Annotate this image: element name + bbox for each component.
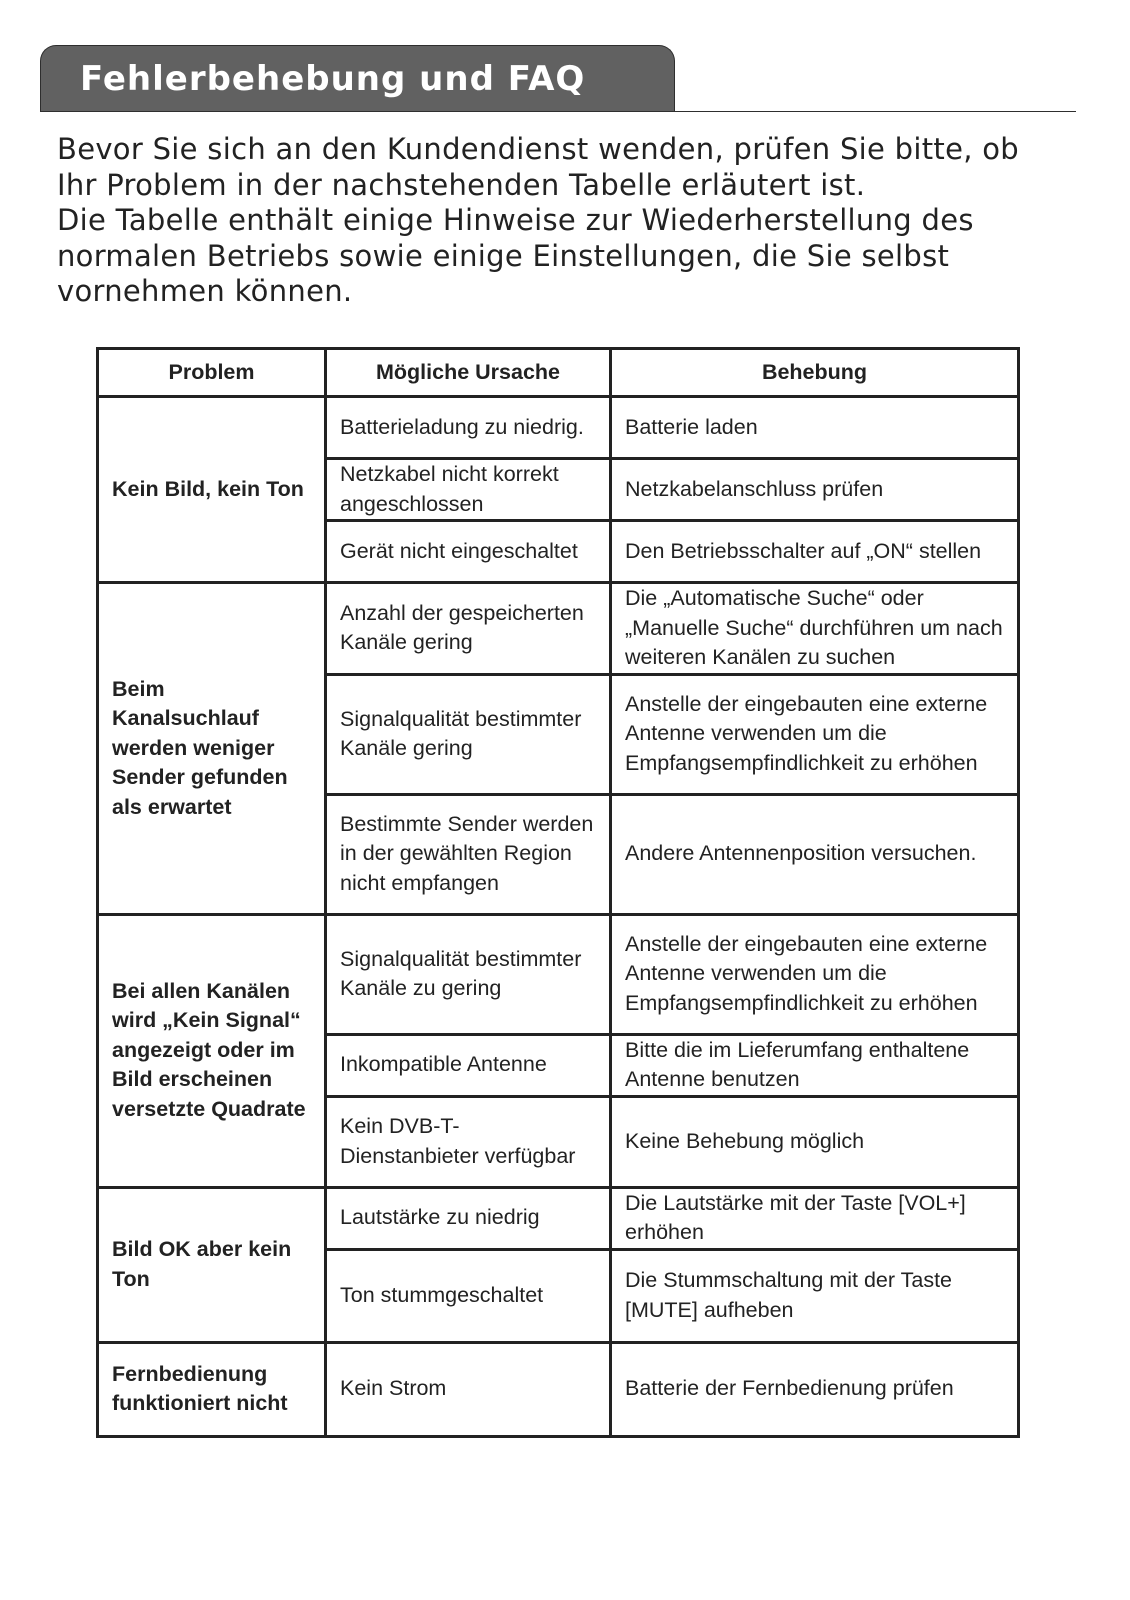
table-row: [98, 1187, 1019, 1249]
cause-cell: Kein Strom: [326, 1342, 611, 1436]
cause-cell: Anzahl der gespeicherten Kanäle gering: [326, 583, 611, 675]
problem-cell: Bei allen Kanälen wird „Kein Signal“ angezeigt oder im Bild erscheinen versetzte Quadrate: [98, 914, 326, 1187]
intro-paragraph: [57, 132, 1087, 310]
header-problem: Problem: [98, 349, 326, 397]
solution-cell: Anstelle der eingebauten eine externe Antenne verwenden um die Empfangsempfindlichkeit zu erhöhen: [611, 674, 1019, 794]
solution-cell: Die „Automatische Suche“ oder „Manuelle Suche“ durchführen um nach weiteren Kanälen zu suchen: [611, 583, 1019, 675]
cause-cell: Bestimmte Sender werden in der gewählten Region nicht empfangen: [326, 794, 611, 914]
cause-cell: Signalqualität bestimmter Kanäle gering: [326, 674, 611, 794]
header-cause: Mögliche Ursache: [326, 349, 611, 397]
solution-cell: Bitte die im Lieferumfang enthaltene Antenne benutzen: [611, 1034, 1019, 1096]
header-solution: Behebung: [611, 349, 1019, 397]
cause-cell: Kein DVB-T-Dienstanbieter verfügbar: [326, 1096, 611, 1187]
problem-cell: Beim Kanalsuchlauf werden weniger Sender gefunden als erwartet: [98, 583, 326, 915]
solution-cell: Anstelle der eingebauten eine externe Antenne verwenden um die Empfangsempfindlichkeit zu erhöhen: [611, 914, 1019, 1034]
cause-cell: Gerät nicht eingeschaltet: [326, 521, 611, 583]
cause-cell: Netzkabel nicht korrekt angeschlossen: [326, 459, 611, 521]
solution-cell: Keine Behebung möglich: [611, 1096, 1019, 1187]
solution-cell: Batterie laden: [611, 397, 1019, 459]
table-row: [98, 914, 1019, 1034]
problem-cell: Kein Bild, kein Ton: [98, 397, 326, 583]
solution-cell: Batterie der Fernbedienung prüfen: [611, 1342, 1019, 1436]
table-row: [98, 1342, 1019, 1436]
cause-cell: Inkompatible Antenne: [326, 1034, 611, 1096]
cause-cell: Lautstärke zu niedrig: [326, 1187, 611, 1249]
cause-cell: Batterieladung zu niedrig.: [326, 397, 611, 459]
cause-cell: Signalqualität bestimmter Kanäle zu gering: [326, 914, 611, 1034]
cause-cell: Ton stummgeschaltet: [326, 1249, 611, 1342]
header-divider: [40, 111, 1076, 112]
solution-cell: Andere Antennenposition versuchen.: [611, 794, 1019, 914]
table-row: [98, 583, 1019, 675]
solution-cell: Die Lautstärke mit der Taste [VOL+] erhöhen: [611, 1187, 1019, 1249]
problem-cell: Bild OK aber kein Ton: [98, 1187, 326, 1342]
intro-line: normalen Betriebs sowie einige Einstellungen, die Sie selbst: [57, 238, 950, 273]
intro-line: Ihr Problem in der nachstehenden Tabelle erläutert ist.: [57, 167, 866, 202]
intro-line: vornehmen können.: [57, 274, 353, 308]
problem-cell: Fernbedienung funktioniert nicht: [98, 1342, 326, 1436]
table-row: [98, 397, 1019, 459]
solution-cell: Die Stummschaltung mit der Taste [MUTE] aufheben: [611, 1249, 1019, 1342]
intro-line: Bevor Sie sich an den Kundendienst wenden, prüfen Sie bitte, ob: [57, 132, 1020, 166]
page-title: Fehlerbehebung und FAQ: [80, 59, 586, 99]
solution-cell: Den Betriebsschalter auf „ON“ stellen: [611, 521, 1019, 583]
table-header-row: [98, 349, 1019, 397]
intro-line: Die Tabelle enthält einige Hinweise zur Wiederherstellung des: [57, 203, 974, 237]
troubleshooting-table: [96, 347, 1020, 1438]
solution-cell: Netzkabelanschluss prüfen: [611, 459, 1019, 521]
